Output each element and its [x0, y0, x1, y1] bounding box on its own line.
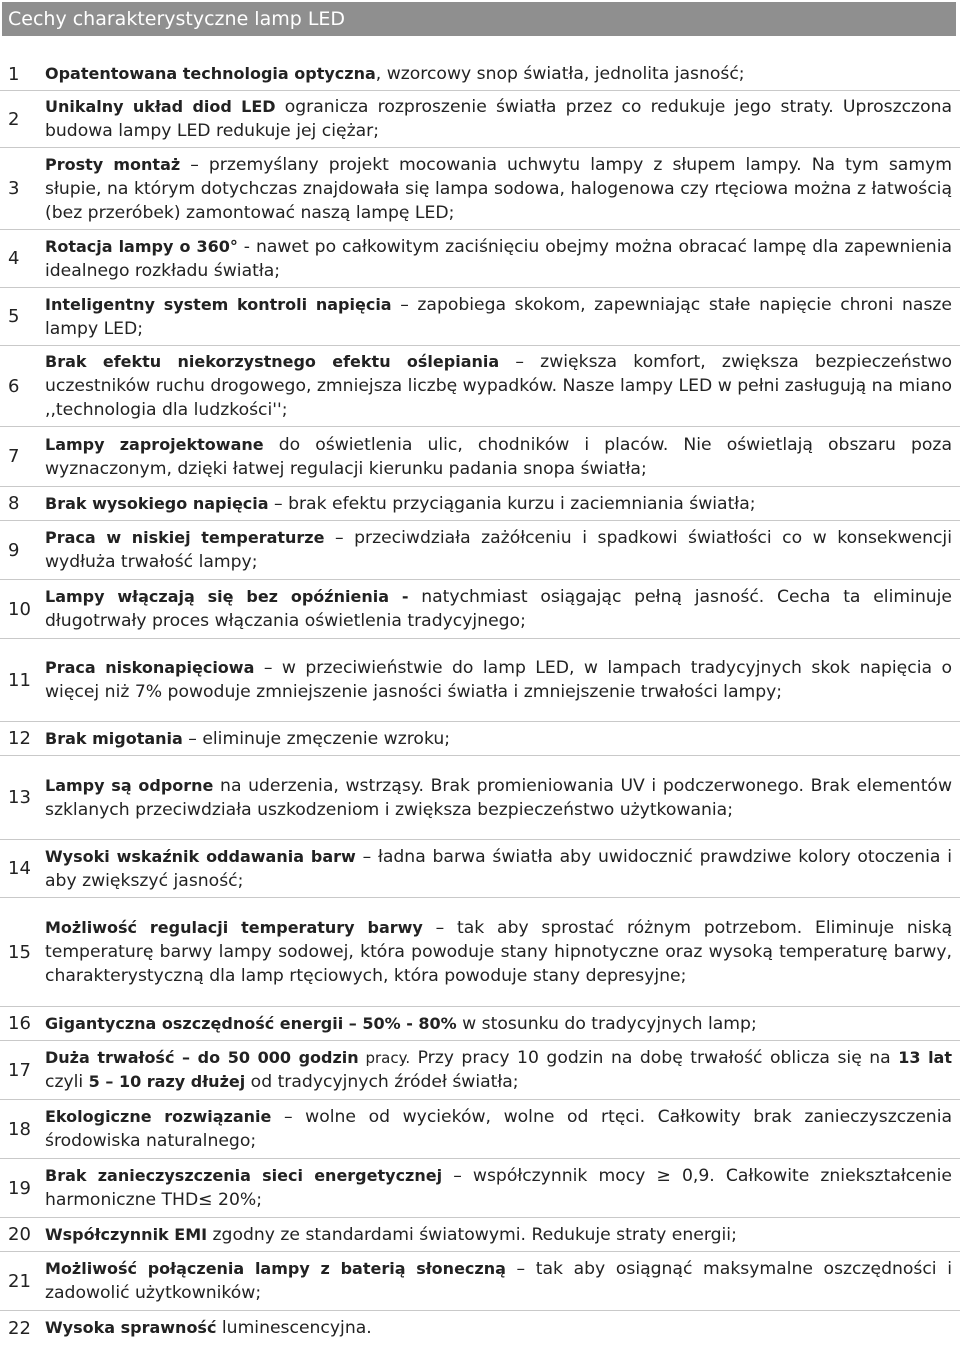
item-description: natychmiast osiągając pełną jasność. Cecha ta eliminuje długotrwały proces włączania oświetlenia tradycyjnego; [45, 587, 952, 631]
item-number: 2 [8, 108, 20, 130]
item-text [45, 1046, 952, 1094]
item-description: - nawet po całkowitym zaciśnięciu obejmy można obracać lampę dla zapewnienia idealnego rozkładu światła; [45, 236, 952, 281]
item-text [45, 1257, 952, 1305]
list-item [0, 639, 960, 722]
list-item [0, 230, 960, 288]
item-number: 5 [8, 306, 20, 327]
item-number: 1 [8, 63, 20, 85]
item-text [45, 845, 952, 893]
item-number: 15 [8, 941, 31, 963]
item-number: 16 [8, 1013, 31, 1034]
item-number: 14 [8, 858, 31, 879]
item-bold: Praca w niskiej temperaturze [45, 528, 325, 547]
item-bold: Praca niskonapięciowa [45, 658, 255, 677]
item-description-2: czyli [45, 1072, 89, 1092]
item-text [45, 62, 952, 86]
item-description: – zapobiega skokom, zapewniając stałe napięcie chroni nasze lampy LED; [45, 294, 952, 339]
item-description: – brak efektu przyciągania kurzu i zaciemniania światła; [268, 493, 756, 514]
item-number: 6 [8, 375, 20, 397]
item-number: 4 [8, 248, 20, 269]
list-item [0, 346, 960, 427]
item-description: luminescencyjna. [216, 1318, 372, 1338]
list-item [0, 148, 960, 230]
list-item [0, 1100, 960, 1159]
item-bold: Gigantyczna oszczędność energii – 50% - 80% [45, 1013, 457, 1033]
page-title: Cechy charakterystyczne lamp LED [8, 8, 346, 30]
item-number: 11 [8, 669, 31, 691]
item-number: 8 [8, 493, 20, 514]
item-description: – w przeciwieństwie do lamp LED, w lampach tradycyjnych skok napięcia o więcej niż 7% powoduje zmniejszenie jasności światła i zmniejszenie trwałości lampy; [45, 658, 952, 702]
item-bold: Brak zanieczyszczenia sieci energetycznej [45, 1166, 443, 1185]
list-item [0, 521, 960, 580]
item-text [45, 1012, 952, 1036]
item-description: – eliminuje zmęczenie wzroku; [182, 728, 451, 749]
item-number: 20 [8, 1224, 31, 1245]
item-bold: Opatentowana technologia optyczna [45, 64, 376, 83]
item-description: – przemyślany projekt mocowania uchwytu lampy z słupem lampy. Na tym samym słupie, na którym dotychczas znajdowała się lampa sodowa, halogenowa czy rtęciowa można z łatwością (bez przeróbek) zamontować naszą lampę LED; [45, 154, 952, 223]
item-bold: Lampy włączają się bez opóźnienia - [45, 587, 409, 606]
item-description: – zwiększa komfort, zwiększa bezpieczeństwo uczestników ruchu drogowego, zmniejsza liczbę wypadków. Nasze lampy LED w pełni zasługują na miano ,,technologia dla ludzkości''; [45, 352, 953, 420]
list-item [0, 840, 960, 898]
item-description: – ładna barwa światła aby uwidocznić prawdziwe kolory otoczenia i aby zwiększyć jasność; [45, 846, 952, 891]
list-item [0, 1218, 960, 1252]
item-bold-times: 5 – 10 razy dłużej [88, 1072, 246, 1091]
item-bold: Możliwość połączenia lampy z baterią słoneczną [45, 1259, 506, 1278]
item-description: , wzorcowy snop światła, jednolita jasność; [375, 64, 745, 84]
item-number: 12 [8, 728, 31, 749]
item-text [45, 774, 952, 822]
item-description-3: od tradycyjnych źródeł światła; [245, 1072, 519, 1092]
item-text [45, 433, 952, 481]
item-text [45, 293, 952, 341]
list-item [0, 1159, 960, 1218]
item-description: – przeciwdziała zażółceniu i spadkowi światłości co w konsekwencji wydłuża trwałość lampy; [45, 528, 952, 572]
item-text [45, 1316, 952, 1340]
item-number: 10 [8, 598, 31, 620]
item-bold: Wysoki wskaźnik oddawania barw [45, 846, 356, 866]
list-item [0, 58, 960, 91]
item-text [45, 526, 952, 574]
item-text [45, 153, 952, 225]
item-bold-years: 13 lat [898, 1048, 953, 1067]
item-bold: Lampy są odporne [45, 775, 214, 795]
list-item [0, 756, 960, 840]
item-bold: Ekologiczne rozwiązanie [45, 1107, 272, 1126]
item-text [45, 492, 952, 516]
item-description: ogranicza rozproszenie światła przez co redukuje jego straty. Uproszczona budowa lampy LED redukuje jej ciężar; [45, 97, 953, 141]
item-number: 18 [8, 1118, 31, 1140]
item-bold: Prosty montaż [45, 154, 181, 174]
item-bold: Współczynnik EMI [45, 1224, 208, 1244]
page-title-bar [2, 2, 956, 36]
item-number: 17 [8, 1059, 31, 1081]
item-description: – współczynnik mocy ≥ 0,9. Całkowite zniekształcenie harmoniczne THD≤ 20%; [45, 1166, 952, 1210]
item-bold: Inteligentny system kontroli napięcia [45, 294, 392, 314]
item-bold: Brak migotania [45, 728, 183, 748]
item-bold: Wysoka sprawność [45, 1318, 217, 1337]
list-item [0, 1007, 960, 1041]
item-text [45, 350, 952, 422]
item-bold: Duża trwałość – do 50 000 godzin [45, 1048, 359, 1067]
item-number: 13 [8, 787, 31, 808]
item-text [45, 727, 952, 751]
item-small-text: pracy. [358, 1049, 411, 1067]
list-item [0, 487, 960, 521]
item-text [45, 95, 952, 143]
item-number: 9 [8, 539, 20, 561]
item-number: 7 [8, 446, 20, 467]
item-bold: Rotacja lampy o 360° [45, 236, 238, 256]
item-bold: Brak wysokiego napięcia [45, 493, 269, 513]
item-number: 21 [8, 1270, 31, 1292]
list-item [0, 1252, 960, 1311]
item-bold: Unikalny układ diod LED [45, 97, 276, 116]
list-item [0, 288, 960, 346]
list-item [0, 427, 960, 487]
item-text [45, 585, 952, 633]
list-item [0, 1311, 960, 1345]
features-list [0, 58, 960, 1345]
item-number: 22 [8, 1317, 31, 1339]
item-description: Przy pracy 10 godzin na dobę trwałość oblicza się na [410, 1048, 899, 1068]
item-description: – tak aby sprostać różnym potrzebom. Eliminuje niską temperaturę barwy lampy sodowej, która powoduje stany hipnotyczne oraz wysoką temperaturę barwy, charakterystyczną dla lamp rtęciowych, która powoduje stany depresyjne; [45, 918, 952, 986]
item-number: 3 [8, 178, 20, 199]
item-bold: Brak efektu niekorzystnego efektu oślepiania [45, 352, 500, 371]
list-item [0, 898, 960, 1007]
list-item [0, 580, 960, 639]
item-description: na uderzenia, wstrząsy. Brak promieniowania UV i podczerwonego. Brak elementów szklanych przeciwdziała uszkodzeniom i zwiększa bezpieczeństwo użytkowania; [45, 775, 953, 820]
item-number: 19 [8, 1177, 31, 1199]
list-item [0, 91, 960, 148]
item-text [45, 1164, 952, 1212]
item-text [45, 1223, 952, 1247]
item-bold: Możliwość regulacji temperatury barwy [45, 918, 423, 937]
item-description: w stosunku do tradycyjnych lamp; [456, 1013, 757, 1034]
item-text [45, 916, 952, 988]
list-item [0, 722, 960, 756]
item-description: – wolne od wycieków, wolne od rtęci. Całkowity brak zanieczyszczenia środowiska naturalnego; [45, 1107, 953, 1151]
item-bold: Lampy zaprojektowane [45, 434, 264, 454]
item-text [45, 235, 952, 283]
item-text [45, 656, 952, 704]
item-description: – tak aby osiągnąć maksymalne oszczędności i zadowolić użytkowników; [45, 1259, 952, 1303]
item-description: zgodny ze standardami światowymi. Redukuje straty energii; [207, 1224, 737, 1245]
item-text [45, 1105, 952, 1153]
list-item [0, 1041, 960, 1100]
item-description: do oświetlenia ulic, chodników i placów. Nie oświetlają obszaru poza wyznaczonym, dzięki łatwej regulacji kierunku padania snopa światła; [45, 434, 952, 479]
